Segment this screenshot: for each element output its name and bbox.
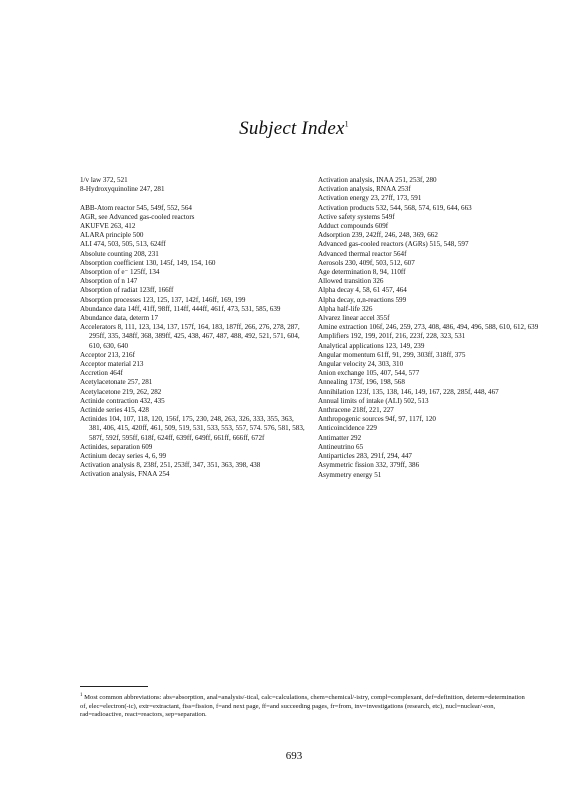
index-entry: Alpha half-life 326 (318, 304, 373, 313)
index-entry: Activation analysis, RNAA 253f (318, 185, 411, 194)
index-entry: AKUFVE 263, 412 (80, 222, 136, 230)
index-entry: Absorption of e⁻ 125ff, 134 (80, 268, 160, 277)
index-entry: ABB-Atom reactor 545, 549f, 552, 564 (80, 203, 192, 212)
index-entry: Active safety systems 549f (318, 212, 395, 221)
index-entry: Anthracene 218f, 221, 227 (318, 406, 394, 415)
index-entry: Asymmetric fission 332, 379ff, 386 (318, 461, 420, 470)
index-entry: Annual limits of intake (ALI) 502, 513 (318, 396, 429, 405)
index-entry: Angular velocity 24, 303, 310 (318, 360, 404, 369)
index-entry: Asymmetry energy 51 (318, 470, 382, 479)
index-entry: Absorption of n 147 (80, 277, 138, 286)
title-text: Subject Index (239, 118, 345, 139)
index-entry: Actinides, separation 609 (80, 442, 153, 451)
index-entry: Analytical applications 123, 149, 239 (318, 341, 425, 350)
index-entry: Absorption of radiat 123ff, 166ff (80, 286, 174, 295)
index-entry: Age determination 8, 94, 110ff (318, 268, 406, 277)
index-entry: Actinium decay series 4, 6, 99 (80, 452, 167, 461)
index-entry: Allowed transition 326 (318, 277, 384, 286)
index-entry: AGR, see Advanced gas-cooled reactors (80, 212, 195, 221)
footnote-text: Most common abbreviations: abs=absorption, anal=analysis/-tical, calc=calculations, chem=chemical/-istry, compl=complexant, def=definition, determ=determination of, elec=electron(-ic), extr=extractant, fiss=fission, f=and next page, ff=and succeeding pages, fr=from, inv=investigations (research, etc), nucl=nuclear/-eon, rad=radioactive, react=reactors, sep=separation. (80, 694, 525, 719)
index-entry: Alvarez linear accel 355f (318, 314, 390, 323)
index-column-right (318, 176, 544, 480)
index-entry: Actinide contraction 432, 435 (80, 396, 165, 405)
index-entry: Alpha decay 4, 58, 61 457, 464 (318, 286, 407, 295)
index-entry: Adduct compounds 609f (318, 222, 389, 231)
index-entry: Advanced thermal reactor 564f (318, 249, 407, 258)
index-entry: Absolute counting 208, 231 (80, 249, 159, 258)
index-entry: Acetylacetonate 257, 281 (80, 378, 153, 387)
index-entry: Activation analysis 8, 238f, 251, 253ff, 347, 351, 363, 398, 438 (80, 461, 261, 470)
index-entry: Aerosols 230, 409f, 503, 512, 607 (318, 258, 415, 267)
index-entry: Alpha decay, α,n-reactions 599 (318, 295, 407, 304)
index-entry: ALI 474, 503, 505, 513, 624ff (80, 240, 166, 249)
index-entry: Angular momentum 61ff, 91, 299, 303ff, 318ff, 375 (318, 350, 466, 359)
index-entry: Actinides 104, 107, 118, 120, 156f, 175, 230, 248, 263, 326, 333, 355, 363, 381, 406, 415, 420ff, 461, 509, 519, 531, 533, 553, 557, 574. 576, 581, 583, 587f, 592f, 595ff, 618f, 624ff, 639ff, 649ff, 661ff, 666ff, 672f (80, 415, 305, 442)
index-entry: Antimatter 292 (318, 433, 362, 442)
index-entry: Amplifiers 192, 199, 201f, 216, 223f, 228, 323, 531 (318, 332, 466, 341)
index-entry: Anticoincidence 229 (318, 424, 377, 433)
index-column-left (80, 176, 306, 480)
index-entry: Abundance data 14ff, 41ff, 98ff, 114ff, 444ff, 461f, 473, 531, 585, 639 (80, 304, 281, 313)
index-entry: Acceptor material 213 (80, 360, 144, 369)
title-footnote-marker: 1 (344, 119, 349, 129)
index-entry: Accelerators 8, 111, 123, 134, 137, 157f, 164, 183, 187ff, 266, 276, 278, 287, 295ff, 335, 348ff, 368, 389ff, 425, 438, 467, 487, 488, 492, 521, 571, 604, 610, 630, 640 (80, 323, 300, 350)
index-entry: Advanced gas-cooled reactors (AGRs) 515, 548, 597 (318, 240, 469, 249)
page-number: 693 (285, 750, 303, 762)
index-entry: Acceptor 213, 216f (80, 350, 135, 359)
index-entry: Annealing 173f, 196, 198, 568 (318, 378, 405, 387)
index-entry: Anion exchange 105, 407, 544, 577 (318, 369, 420, 378)
index-entry: Absorption processes 123, 125, 137, 142f, 146ff, 169, 199 (80, 295, 246, 304)
index-entry: Accretion 464f (80, 369, 123, 378)
index-entry: Annihilation 123f, 135, 138, 146, 149, 167, 228, 285f, 448, 467 (318, 387, 499, 396)
index-entry: Abundance data, determ 17 (80, 314, 159, 323)
index-entry: Amine extraction 106f, 246, 259, 273, 408, 486, 494, 496, 588, 610, 612, 639 (318, 323, 539, 332)
index-entry: Adsorption 239, 242ff, 246, 248, 369, 662 (318, 231, 438, 240)
index-entry: ALARA principle 500 (80, 231, 144, 240)
index-entry: Activation analysis, INAA 251, 253f, 280 (318, 176, 437, 184)
index-entry: Activation energy 23, 27ff, 173, 591 (318, 194, 422, 203)
index-entry: 8-Hydroxyquinoline 247, 281 (80, 185, 165, 194)
index-entry: 1/v law 372, 521 (80, 176, 128, 184)
page-title (0, 118, 588, 140)
index-entry: Actinide series 415, 428 (80, 406, 149, 415)
index-entry: Absorption coefficient 130, 145f, 149, 154, 160 (80, 258, 216, 267)
index-entry: Acetylacetone 219, 262, 282 (80, 387, 162, 396)
footnote (80, 692, 532, 720)
index-gap (80, 194, 306, 203)
footnote-divider (80, 686, 148, 687)
index-entry: Activation analysis, FNAA 254 (80, 470, 170, 479)
index-entry: Anthropogenic sources 94f, 97, 117f, 120 (318, 415, 436, 424)
footnote-marker: 1 (80, 693, 83, 698)
index-entry: Antiparticles 283, 291f, 294, 447 (318, 452, 412, 461)
index-entry: Activation products 532, 544, 568, 574, 619, 644, 663 (318, 203, 472, 212)
index-entry: Antineutrino 65 (318, 442, 364, 451)
